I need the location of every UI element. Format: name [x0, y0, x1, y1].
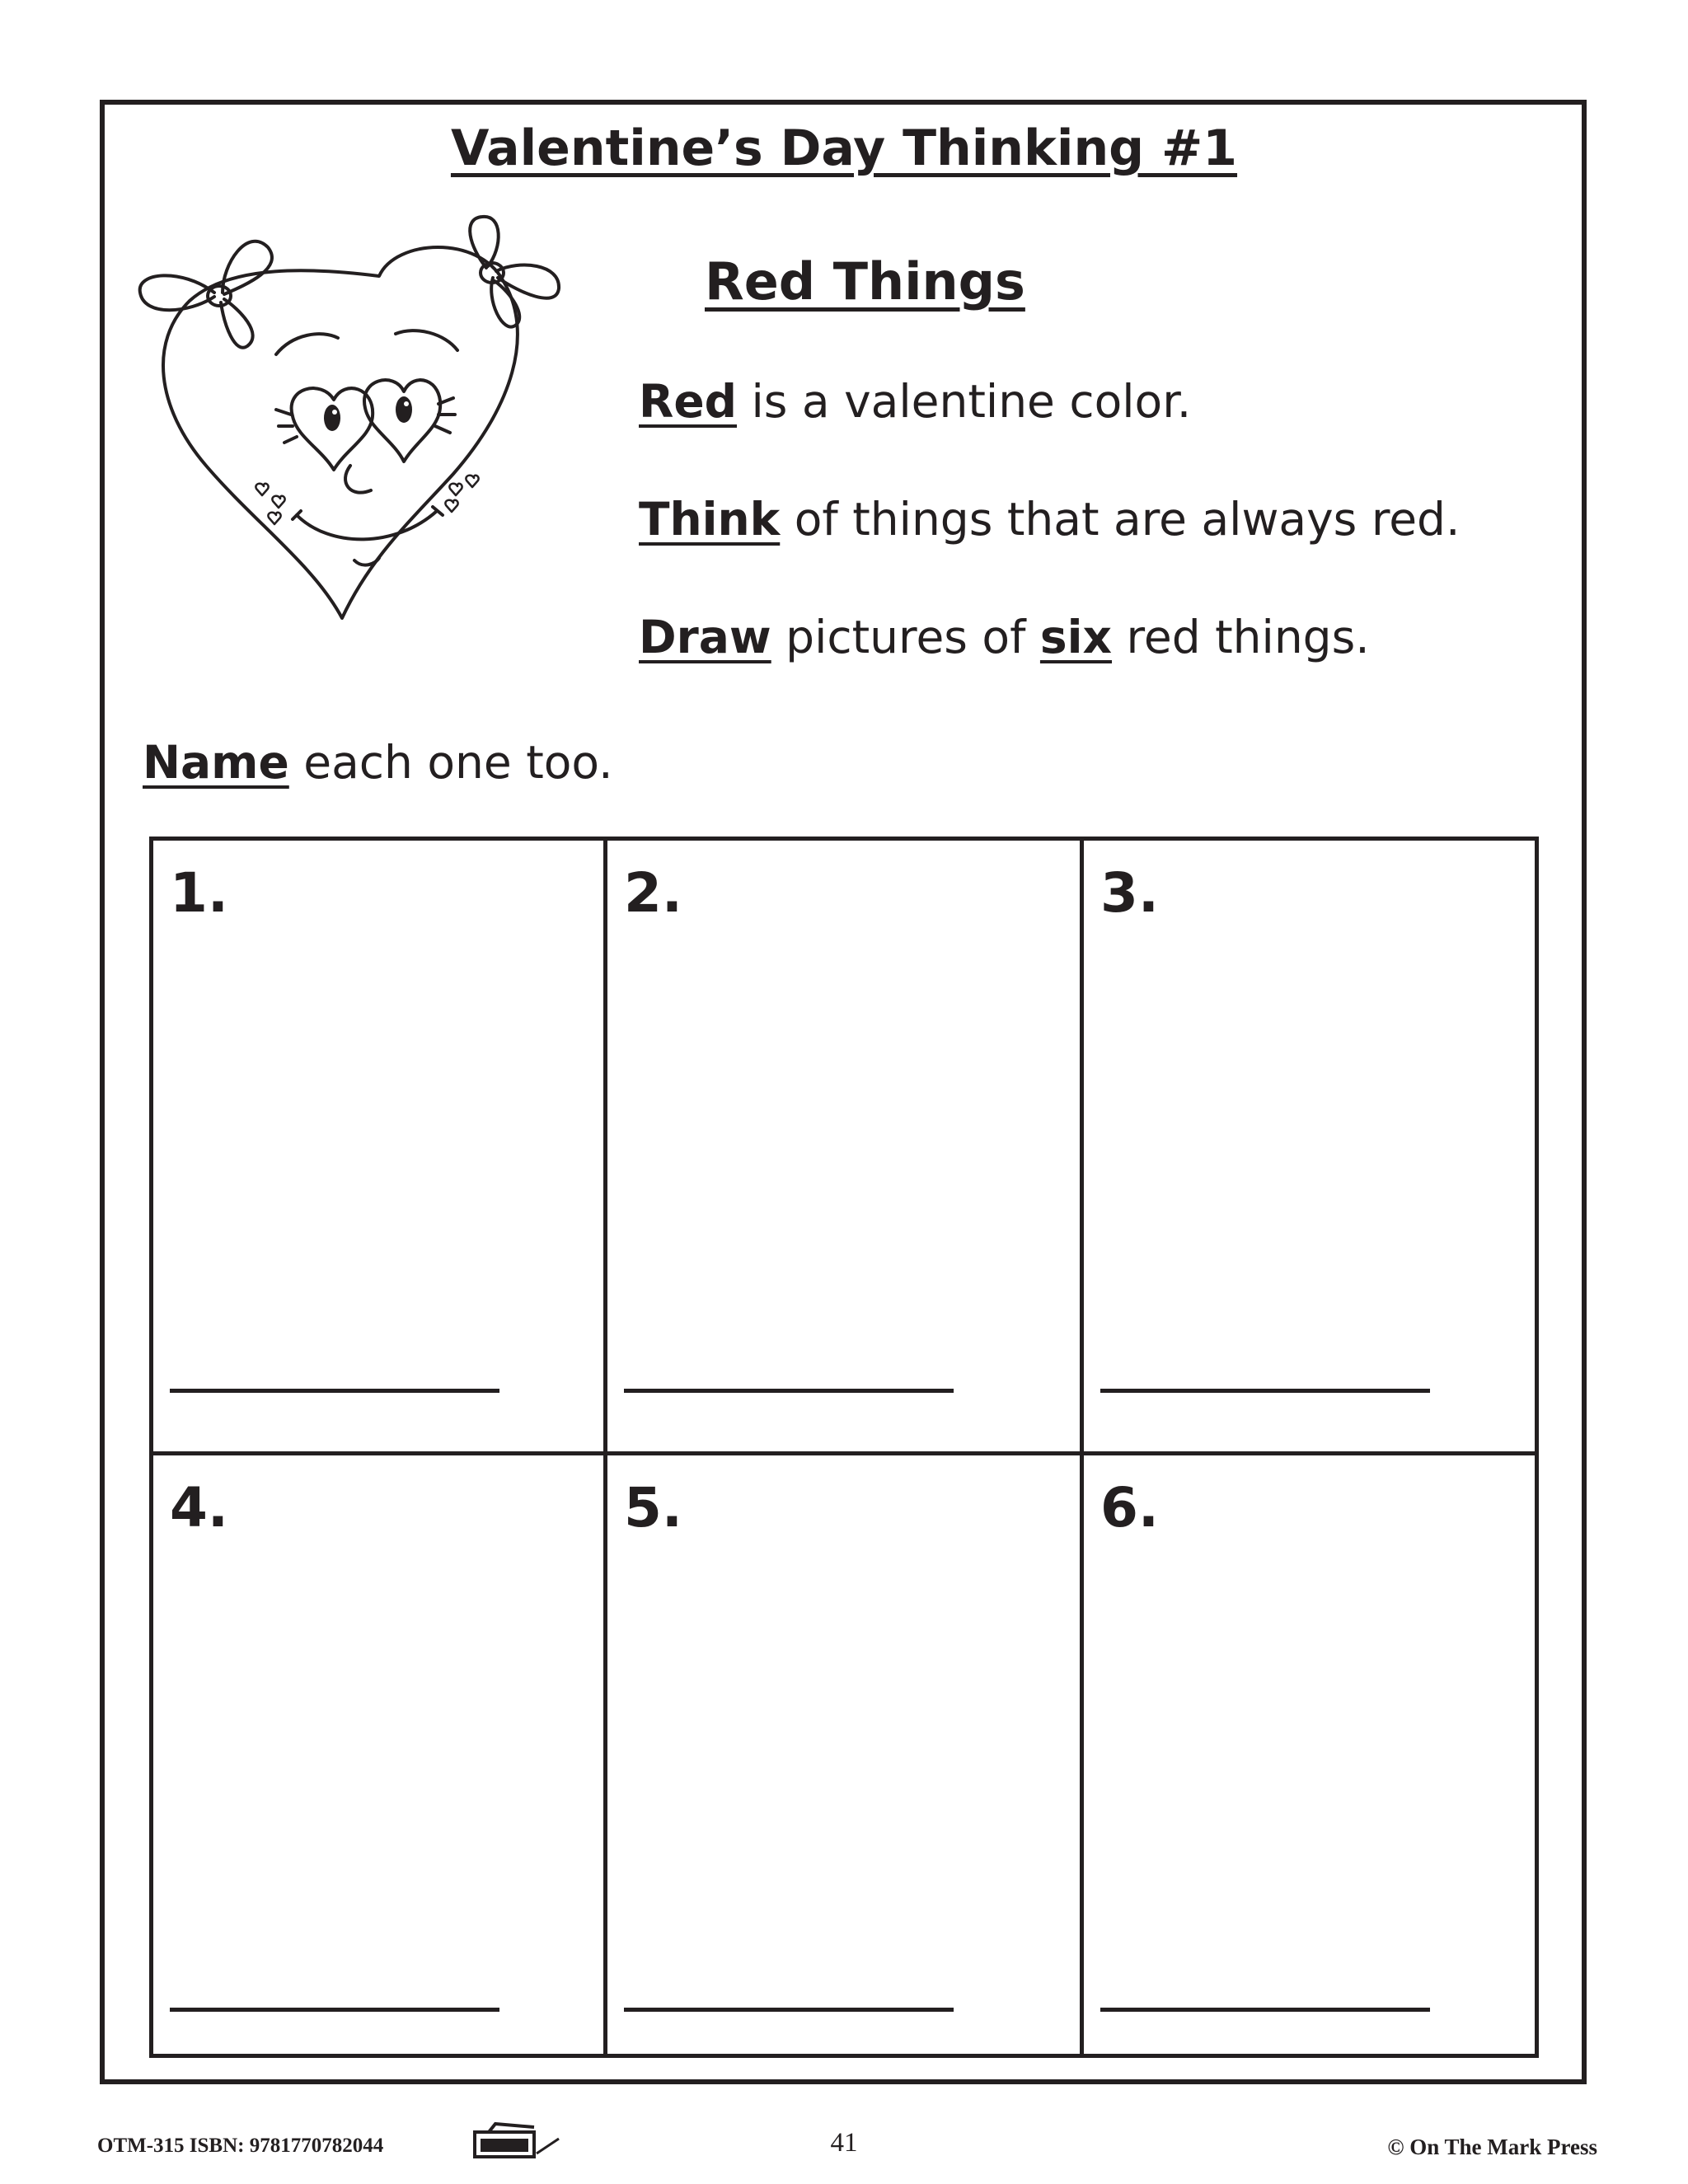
- answer-line[interactable]: [170, 2008, 499, 2012]
- section-heading: Red Things: [705, 251, 1025, 312]
- box-number: 5.: [624, 1476, 682, 1540]
- box-number: 4.: [170, 1476, 228, 1540]
- box-number: 1.: [170, 861, 228, 925]
- instruction-text: of things that are always red.: [780, 493, 1461, 546]
- instruction-line-1: [639, 375, 1191, 428]
- answer-line[interactable]: [624, 2008, 954, 2012]
- instruction-text: each one too.: [288, 736, 613, 789]
- box-number: 6.: [1100, 1476, 1159, 1540]
- box-number: 2.: [624, 861, 682, 925]
- keyword: six: [1039, 611, 1112, 663]
- drawing-box-5[interactable]: [607, 1455, 1080, 2054]
- drawing-box-6[interactable]: [1084, 1455, 1535, 2054]
- footer-copyright: © On The Mark Press: [1387, 2135, 1597, 2159]
- drawing-box-4[interactable]: [153, 1455, 603, 2054]
- answer-line[interactable]: [1100, 1389, 1430, 1393]
- heart-character-icon: [132, 202, 577, 630]
- instruction-line-2: [639, 493, 1460, 546]
- instruction-text: red things.: [1112, 611, 1370, 663]
- instruction-text: is a valentine color.: [737, 375, 1192, 428]
- drawing-box-3[interactable]: [1084, 841, 1535, 1451]
- instruction-text: pictures of: [771, 611, 1040, 663]
- answer-line[interactable]: [170, 1389, 499, 1393]
- keyword: Name: [143, 736, 289, 789]
- footer-isbn: OTM-315 ISBN: 9781770782044: [97, 2135, 384, 2157]
- box-number: 3.: [1100, 861, 1159, 925]
- keyword: Draw: [639, 611, 771, 663]
- instruction-line-4: [143, 736, 613, 789]
- page-number: 41: [830, 2128, 858, 2158]
- drawing-box-2[interactable]: [607, 841, 1080, 1451]
- page-title: Valentine’s Day Thinking #1: [450, 120, 1238, 177]
- answer-line[interactable]: [1100, 2008, 1430, 2012]
- drawing-box-1[interactable]: [153, 841, 603, 1451]
- answer-line[interactable]: [624, 1389, 954, 1393]
- keyword: Think: [639, 493, 781, 546]
- drawing-grid: [149, 837, 1539, 2058]
- keyword: Red: [639, 375, 738, 428]
- instruction-line-3: [639, 611, 1370, 663]
